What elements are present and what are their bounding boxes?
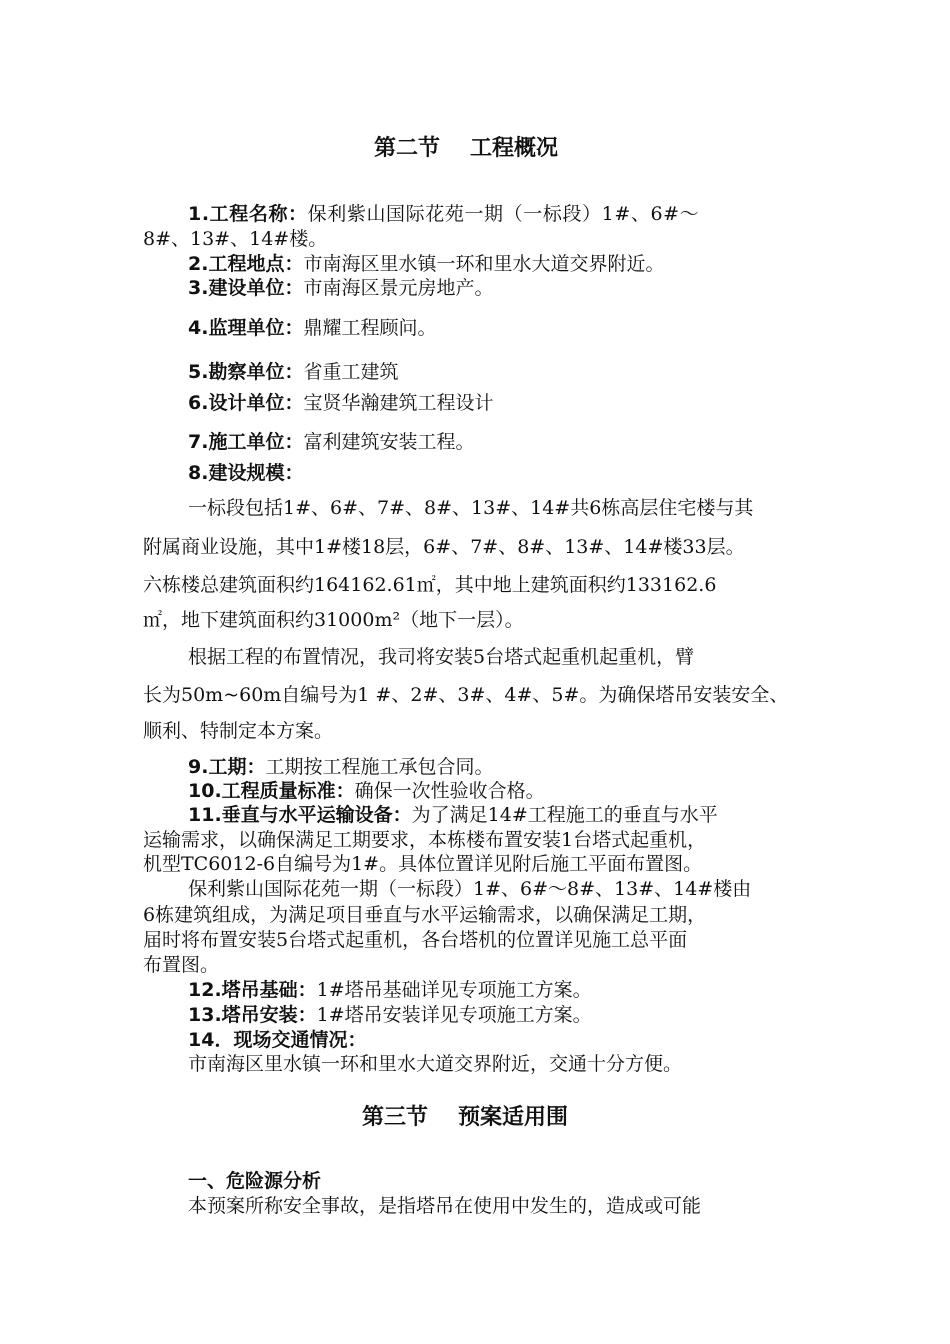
item-label: 9.工期：: [188, 756, 266, 778]
item-label: 14．现场交通情况：: [188, 1029, 367, 1051]
item-transport-equipment: [188, 803, 718, 827]
item-transport-equipment-cont: 机型TC6012-6自编号为1#。具体位置详见附后施工平面布置图。: [143, 853, 703, 875]
section-number: 第二节: [374, 136, 441, 161]
item-duration: [188, 755, 493, 779]
item-label: 13.塔吊安装：: [188, 1004, 317, 1026]
item-value: 1#塔吊基础详见专项施工方案。: [316, 979, 592, 1001]
building-text-line: 布置图。: [143, 954, 220, 976]
item-transport-equipment-cont: 运输需求，以确保满足工期要求，本栋楼布置安装1台塔式起重机，: [143, 829, 707, 851]
item-label: 1.工程名称：: [188, 203, 308, 225]
item-crane-foundation: [188, 978, 592, 1002]
item-value: 市南海区景元房地产。: [303, 277, 494, 299]
scale-text-line: 六栋楼总建筑面积约164162.61㎡，其中地上建筑面积约133162.6: [143, 574, 717, 596]
item-label: 2.工程地点：: [188, 253, 304, 275]
item-value: 确保一次性验收合格。: [354, 780, 545, 802]
item-project-location: [188, 252, 664, 276]
section-heading: [362, 1106, 568, 1130]
item-label: 6.设计单位：: [188, 392, 304, 414]
item-value: 1#塔吊安装详见专项施工方案。: [316, 1004, 592, 1026]
item-supervisor: [188, 316, 436, 340]
item-label: 11.垂直与水平运输设备：: [188, 804, 412, 826]
building-text-line: 保利紫山国际花苑一期（一标段）1#、6#～8#、13#、14#楼由: [188, 878, 752, 900]
building-text-line: 6栋建筑组成，为满足项目垂直与水平运输需求，以确保满足工期，: [143, 904, 707, 926]
item-value: 保利紫山国际花苑一期（一标段）1#、6#～: [307, 203, 700, 225]
item-label: 7.施工单位：: [188, 431, 304, 453]
item-project-name: [188, 202, 699, 226]
item-site-traffic-value: 市南海区里水镇一环和里水大道交界附近，交通十分方便。: [188, 1053, 683, 1075]
item-label: 5.勘察单位：: [188, 361, 304, 383]
item-scale: [188, 461, 303, 485]
item-value: 市南海区里水镇一环和里水大道交界附近。: [303, 253, 665, 275]
item-value: 工期按工程施工承包合同。: [265, 756, 494, 778]
item-project-name-cont: [143, 227, 327, 251]
crane-text-line: 根据工程的布置情况，我司将安装5台塔式起重机起重机，臂: [188, 646, 695, 668]
item-label: 4.监理单位：: [188, 317, 304, 339]
section-title: 工程概况: [470, 136, 559, 161]
item-value: 8#、13#、14#楼。: [143, 228, 328, 250]
item-site-traffic: [188, 1028, 366, 1052]
item-label: 10.工程质量标准：: [188, 780, 355, 802]
section-title: 预案适用围: [458, 1105, 569, 1130]
item-survey: [188, 360, 398, 384]
item-value: 鼎耀工程顾问。: [303, 317, 437, 339]
item-crane-installation: [188, 1003, 592, 1027]
scale-text-line: 一标段包括1#、6#、7#、8#、13#、14#共6栋高层住宅楼与其: [188, 497, 754, 519]
section-number: 第三节: [362, 1105, 429, 1130]
item-label: 3.建设单位：: [188, 277, 304, 299]
item-value: 为了满足14#工程施工的垂直与水平: [411, 804, 718, 826]
item-owner: [188, 276, 493, 300]
item-value: 富利建筑安装工程。: [303, 431, 475, 453]
section-heading: [374, 137, 558, 161]
item-quality: [188, 779, 545, 803]
item-contractor: [188, 430, 474, 454]
scale-text-line: ㎡，地下建筑面积约31000m²（地下一层）。: [143, 609, 524, 631]
building-text-line: 届时将布置安装5台塔式起重机，各台塔机的位置详见施工总平面: [143, 929, 688, 951]
item-label: 12.塔吊基础：: [188, 979, 317, 1001]
item-value: 省重工建筑: [303, 361, 399, 383]
item-value: 宝贤华瀚建筑工程设计: [303, 392, 494, 414]
crane-text-line: 长为50m~60m自编号为1 #、2#、3#、4#、5#。为确保塔吊安装安全、: [143, 684, 789, 706]
item-label: 8.建设规模：: [188, 462, 304, 484]
crane-text-line: 顺利、特制定本方案。: [143, 720, 334, 742]
item-design: [188, 391, 493, 415]
hazard-text-line: 本预案所称安全事故，是指塔吊在使用中发生的，造成或可能: [188, 1195, 702, 1217]
scale-text-line: 附属商业设施，其中1#楼18层，6#、7#、8#、13#、14#楼33层。: [143, 536, 745, 558]
hazard-heading: 一、危险源分析: [188, 1170, 322, 1192]
